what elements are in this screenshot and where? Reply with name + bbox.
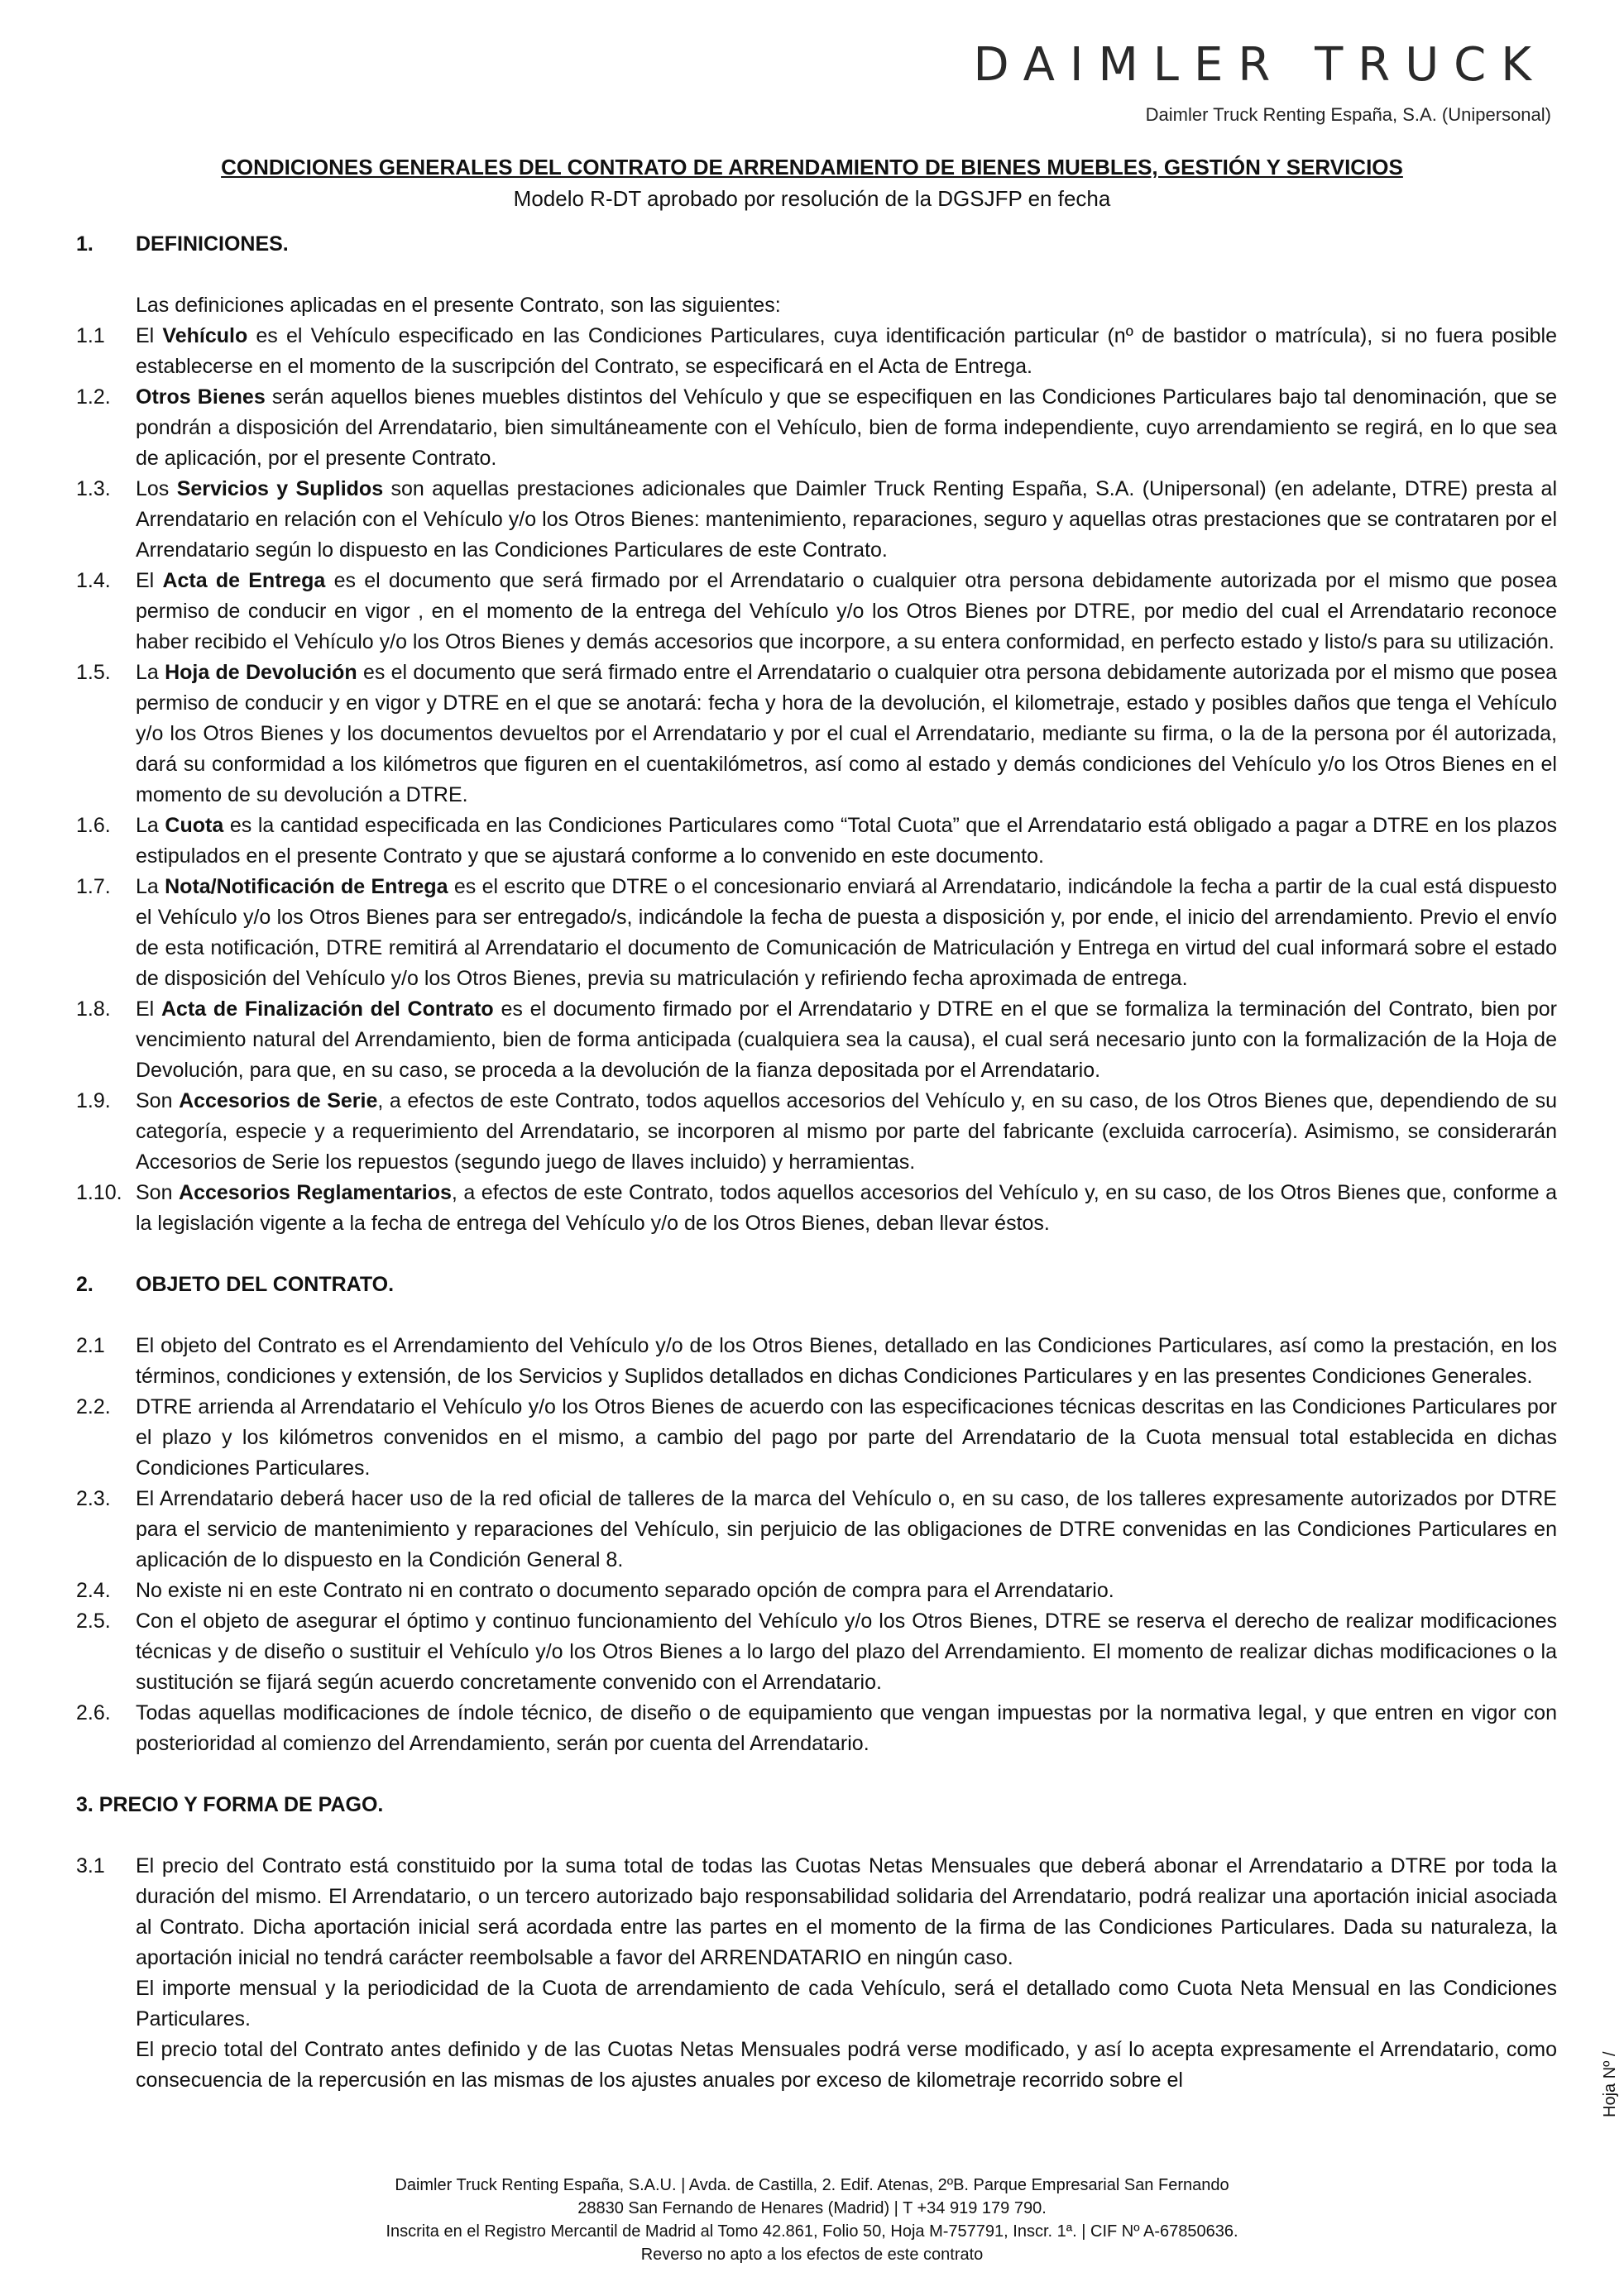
footer-line: 28830 San Fernando de Henares (Madrid) | T +34 919 179 790. [577,2199,1047,2217]
clause-paragraph: El precio total del Contrato antes definido y de las Cuotas Netas Mensuales podrá verse modificado, y así lo acepta expresamente el Arrendatario, como consecuencia de la repercusión en las mismas de los ajustes anuales por exceso de kilometraje recorrido sobre el [136,2038,1557,2092]
brand-logo: DAIMLER TRUCK [973,38,1546,92]
clause [76,1576,1557,1606]
clause-text: La Hoja de Devolución es el documento que será firmado entre el Arrendatario o cualquier otra persona debidamente autorizada por el mismo que posea permiso de conducir y en vigor y DTRE en el que se anotará: fecha y hora de la devolución, el kilometraje, estado y posibles daños que tenga el Vehículo y/o los Otros Bienes y los documentos devueltos por el Arrendatario y por el cual el Arrendatario, mediante su firma, o la de la persona por él autorizada, dará su conformidad a los kilómetros que figuren en el cuentakilómetros, así como al estado y demás condiciones del Vehículo y/o los Otros Bienes en el momento de su devolución a DTRE. [136,661,1557,806]
section-heading [76,1270,1557,1300]
defined-term: Acta de Entrega [162,569,326,592]
clause-number: 2.3. [76,1487,111,1510]
clause-number: 2.4. [76,1579,111,1602]
clause-text: El Acta de Finalización del Contrato es el documento firmado por el Arrendatario y DTRE en el que se formaliza la terminación del Contrato, bien por vencimiento natural del Arrendamiento, bien de forma anticipada (cualquiera sea la causa), el cual será necesario junto con la formalización de la Hoja de Devolución, para que, en su caso, se proceda a la devolución de la fianza depositada por el Arrendatario. [136,997,1557,1082]
section-heading [76,229,1557,260]
clause-number: 1.10. [76,1181,122,1204]
clause-text: Con el objeto de asegurar el óptimo y continuo funcionamiento del Vehículo y/o los Otros Bienes, DTRE se reserva el derecho de realizar modificaciones técnicas y de diseño o sustituir el Vehículo y/o los Otros Bienes a lo largo del plazo del Arrendamiento. El momento de realizar dichas modificaciones o la sustitución se fijará según acuerdo concretamente convenido con el Arrendatario. [136,1610,1557,1694]
defined-term: Acta de Finalización del Contrato [160,997,494,1021]
clause [76,321,1557,382]
defined-term: Vehículo [162,324,248,347]
footer-line: Inscrita en el Registro Mercantil de Madrid al Tomo 42.861, Folio 50, Hoja M-757791, Inscr. 1ª. | CIF Nº A-67850636. [386,2222,1238,2241]
sheet-number-label: Hoja Nº / [1601,2051,1619,2117]
clause [76,1606,1557,1698]
document-subtitle: Modelo R-DT aprobado por resolución de la DGSJFP en fecha [513,186,1111,211]
clause-text: DTRE arrienda al Arrendatario el Vehículo y/o los Otros Bienes de acuerdo con las especificaciones técnicas descritas en las Condiciones Particulares por el plazo y los kilómetros convenidos en el mismo, a cambio del pago por parte del Arrendatario de la Cuota mensual total establecida en dichas Condiciones Particulares. [136,1395,1557,1480]
clause [76,872,1557,994]
defined-term: Hoja de Devolución [165,661,357,684]
clause [76,566,1557,658]
clause-number: 2.2. [76,1395,111,1418]
clause-number: 1.5. [76,661,111,684]
defined-term: Accesorios de Serie [179,1089,378,1112]
defined-term: Servicios y Suplidos [176,477,384,500]
footer-line: Daimler Truck Renting España, S.A.U. | Avda. de Castilla, 2. Edif. Atenas, 2ºB. Parque Empresarial San Fernando [395,2176,1229,2194]
clause [76,474,1557,566]
clause-text: La Nota/Notificación de Entrega es el escrito que DTRE o el concesionario enviará al Arrendatario, indicándole la fecha a partir de la cual está dispuesto el Vehículo y/o los Otros Bienes para ser entregado/s, indicándole la fecha de puesta a disposición y, por ende, el inicio del arrendamiento. Previo el envío de esta notificación, DTRE remitirá al Arrendatario el documento de Comunicación de Matriculación y Entrega en virtud del cual informará sobre el estado de disposición del Vehículo y/o los Otros Bienes, previa su matriculación y refiriendo fecha aproximada de entrega. [136,875,1557,990]
section-number: 1. [76,232,93,256]
clause [76,1484,1557,1576]
clause-text: El precio del Contrato está constituido por la suma total de todas las Cuotas Netas Mensuales que deberá abonar el Arrendatario a DTRE por toda la duración del mismo. El Arrendatario, o un tercero autorizado bajo responsabilidad solidaria del Arrendatario, podrá realizar una aportación inicial asociada al Contrato. Dicha aportación inicial será acordada entre las partes en el momento de la firma de las Condiciones Particulares. Dada su naturaleza, la aportación inicial no tendrá carácter reembolsable a favor del ARRENDATARIO en ningún caso. [136,1854,1557,1969]
clause-text: El Vehículo es el Vehículo especificado en las Condiciones Particulares, cuya identificación particular (nº de bastidor o matrícula), si no fuera posible establecerse en el momento de la suscripción del Contrato, se especificará en el Acta de Entrega. [136,324,1557,378]
defined-term: Nota/Notificación de Entrega [165,875,448,898]
clause-text: El Arrendatario deberá hacer uso de la red oficial de talleres de la marca del Vehículo o, en su caso, de los talleres expresamente autorizados por DTRE para el servicio de mantenimiento y reparaciones del Vehículo, sin perjuicio de las obligaciones de DTRE convenidas en las Condiciones Particulares en aplicación de lo dispuesto en la Condición General 8. [136,1487,1557,1571]
page-footer [0,2174,1624,2266]
clause-text: Todas aquellas modificaciones de índole técnico, de diseño o de equipamiento que vengan impuestas por la normativa legal, y que entren en vigor con posterioridad al comienzo del Arrendamiento, serán por cuenta del Arrendatario. [136,1701,1557,1755]
clause-text: El Acta de Entrega es el documento que será firmado por el Arrendatario o cualquier otra persona debidamente autorizada por el mismo que posea permiso de conducir en vigor , en el momento de la entrega del Vehículo y/o los Otros Bienes por DTRE, por medio del cual el Arrendatario reconoce haber recibido el Vehículo y/o los Otros Bienes y demás accesorios que incorpore, a su entera conformidad, en perfecto estado y listo/s para su utilización. [136,569,1557,653]
document-title: CONDICIONES GENERALES DEL CONTRATO DE ARRENDAMIENTO DE BIENES MUEBLES, GESTIÓN Y SERVICIOS [221,155,1403,179]
clause-number: 1.9. [76,1089,111,1112]
clause [76,1392,1557,1484]
clause [76,658,1557,811]
clause-number: 1.3. [76,477,111,500]
clause [76,1698,1557,1759]
section-number: 2. [76,1273,93,1296]
clause-number: 3.1 [76,1854,105,1877]
section-intro: Las definiciones aplicadas en el presente Contrato, son las siguientes: [136,294,781,317]
clause [76,1178,1557,1239]
clause-number: 1.6. [76,814,111,837]
clause [76,994,1557,1086]
defined-term: Otros Bienes [136,385,266,409]
clause-text: Los Servicios y Suplidos son aquellas prestaciones adicionales que Daimler Truck Renting España, S.A. (Unipersonal) (en adelante, DTRE) presta al Arrendatario en relación con el Vehículo y/o los Otros Bienes: mantenimiento, reparaciones, seguro y aquellas otras prestaciones que se contrataren por el Arrendatario según lo dispuesto en las Condiciones Particulares de este Contrato. [136,477,1557,562]
clause-paragraph: El importe mensual y la periodicidad de la Cuota de arrendamiento de cada Vehículo, será el detallado como Cuota Neta Mensual en las Condiciones Particulares. [136,1977,1557,2031]
company-line: Daimler Truck Renting España, S.A. (Unipersonal) [1145,104,1551,125]
section-title: 3. PRECIO Y FORMA DE PAGO. [76,1793,384,1816]
defined-term: Cuota [165,814,224,837]
clause-text: El objeto del Contrato es el Arrendamiento del Vehículo y/o de los Otros Bienes, detallado en las Condiciones Particulares, así como la prestación, en los términos, condiciones y extensión, de los Servicios y Suplidos detallados en dichas Condiciones Particulares y en las presentes Condiciones Generales. [136,1334,1557,1388]
clause [76,382,1557,474]
clause [76,1851,1557,1973]
clause-number: 1.4. [76,569,111,592]
section-heading [76,1790,1557,1820]
document-body [76,229,1557,2096]
clause [76,811,1557,872]
clause-text: La Cuota es la cantidad especificada en las Condiciones Particulares como “Total Cuota” que el Arrendatario está obligado a pagar a DTRE en los plazos estipulados en el presente Contrato y que se ajustará conforme a lo convenido en este documento. [136,814,1557,868]
clause [76,1331,1557,1392]
clause [76,1086,1557,1178]
footer-line: Reverso no apto a los efectos de este contrato [640,2246,984,2264]
clause-number: 1.7. [76,875,111,898]
clause-number: 1.1 [76,324,105,347]
clause-text: Otros Bienes serán aquellos bienes muebles distintos del Vehículo y que se especifiquen en las Condiciones Particulares bajo tal denominación, que se pondrán a disposición del Arrendatario, bien simultáneamente con el Vehículo, bien de forma independiente, cuyo arrendamiento se regirá, en lo que sea de aplicación, por el presente Contrato. [136,385,1557,470]
clause-number: 1.2. [76,385,111,409]
clause-number: 2.1 [76,1334,105,1357]
clause-text: Son Accesorios de Serie, a efectos de este Contrato, todos aquellos accesorios del Vehículo y, en su caso, de los Otros Bienes que, dependiendo de su categoría, especie y a requerimiento del Arrendatario, se incorporen al mismo por parte del fabricante (excluida carrocería). Asimismo, se considerarán Accesorios de Serie los repuestos (segundo juego de llaves incluido) y herramientas. [136,1089,1557,1174]
clause-text: No existe ni en este Contrato ni en contrato o documento separado opción de compra para el Arrendatario. [136,1579,1114,1602]
clause-text: Son Accesorios Reglamentarios, a efectos de este Contrato, todos aquellos accesorios del Vehículo y, en su caso, de los Otros Bienes que, conforme a la legislación vigente a la fecha de entrega del Vehículo y/o de los Otros Bienes, deban llevar éstos. [136,1181,1558,1235]
defined-term: Accesorios Reglamentarios [179,1181,452,1204]
clause-number: 2.6. [76,1701,111,1724]
clause-number: 2.5. [76,1610,111,1633]
section-title: DEFINICIONES. [136,232,289,256]
section-title: OBJETO DEL CONTRATO. [136,1273,395,1296]
clause-number: 1.8. [76,997,111,1021]
